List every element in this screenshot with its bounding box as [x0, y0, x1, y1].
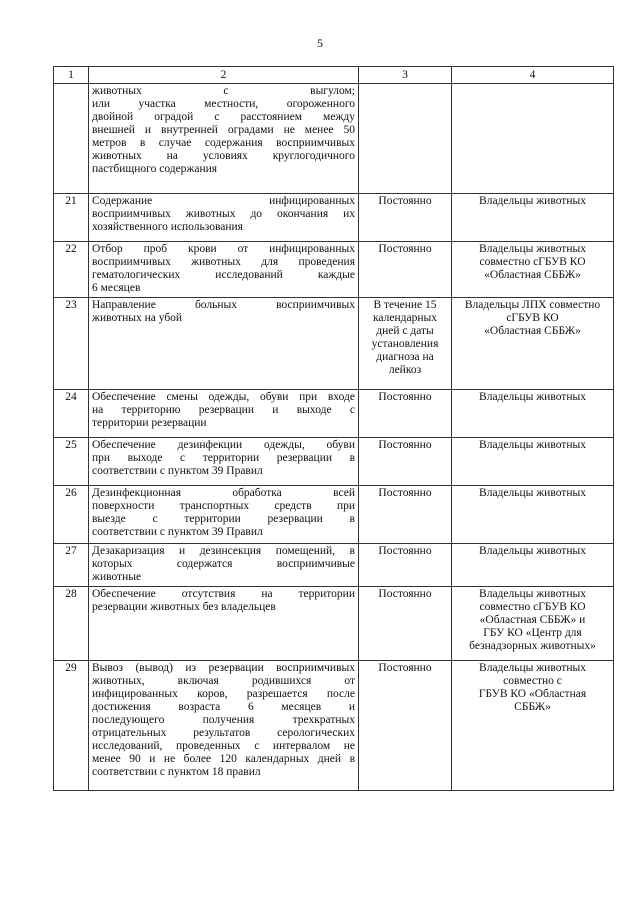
responsible-line: Владельцы животных [479, 195, 586, 207]
description-line: Дезакаризация и дезинсекция помещений, в [92, 545, 355, 557]
responsible-line: сГБУВ КО [506, 312, 559, 324]
description-line: Дезинфекционная обработка всей [92, 487, 355, 499]
table-row [54, 661, 614, 791]
description-line: гематологических исследований каждые [92, 269, 355, 281]
row-responsible [452, 390, 614, 438]
table-row [54, 194, 614, 242]
row-term [359, 194, 452, 242]
description-line: резервации животных без владельцев [92, 601, 276, 613]
row-number: 26 [54, 486, 89, 544]
description-line: соответствии с пунктом 18 правил [92, 766, 261, 778]
responsible-line: совместно сГБУВ КО [479, 256, 586, 268]
description-line: отрицательных результатов серологических [92, 727, 355, 739]
table-row [54, 544, 614, 587]
continued-row [54, 84, 614, 194]
term-line: диагноза на [376, 351, 434, 363]
row-term [359, 390, 452, 438]
description-line: которых содержатся восприимчивые [92, 558, 355, 570]
description-line: животных на убой [92, 312, 183, 324]
description-line: метров в случае содержания восприимчивых [92, 137, 355, 149]
row-responsible [452, 661, 614, 791]
header-col-3: 3 [359, 67, 452, 84]
page-number: 5 [317, 36, 323, 50]
description-line: исследований, проведенных с интервалом не [92, 740, 355, 752]
responsible-line: Владельцы животных [479, 439, 586, 451]
responsible-line: «Областная СББЖ» и [479, 614, 586, 626]
description-line: восприимчивых животных для проведения [92, 256, 355, 268]
description-line: поверхности транспортных средств при [92, 500, 355, 512]
row-responsible [452, 84, 614, 194]
description-line: животных с выгулом; [92, 85, 355, 97]
term-line: дней с даты [376, 325, 434, 337]
description-line: Отбор проб крови от инфицированных [92, 243, 355, 255]
row-term [359, 242, 452, 298]
table-row [54, 486, 614, 544]
table-row [54, 298, 614, 390]
header-col-2: 2 [89, 67, 359, 84]
responsible-line: Владельцы животных [479, 545, 586, 557]
row-description [89, 587, 359, 661]
row-term [359, 438, 452, 486]
responsible-line: «Областная СББЖ» [484, 269, 581, 281]
responsible-line: Владельцы животных [479, 662, 586, 674]
responsible-line: ГБУ КО «Центр для [483, 627, 582, 639]
header-col-1: 1 [54, 67, 89, 84]
description-line: животных на условиях круглогодичного [92, 150, 355, 162]
responsible-line: ГБУВ КО «Областная [478, 688, 587, 700]
description-line: двойной оградой с расстоянием между [92, 111, 355, 123]
responsible-line: «Областная СББЖ» [484, 325, 581, 337]
row-number: 22 [54, 242, 89, 298]
row-description [89, 194, 359, 242]
term-line: Постоянно [378, 195, 432, 207]
responsible-line: Владельцы животных [479, 588, 586, 600]
row-responsible [452, 298, 614, 390]
row-number [54, 84, 89, 194]
description-line: на территорию резервации и выходе с [92, 404, 355, 416]
row-responsible [452, 486, 614, 544]
description-line: последующего получения трехкратных [92, 714, 355, 726]
row-number: 28 [54, 587, 89, 661]
responsible-line: Владельцы животных [479, 487, 586, 499]
description-line: 6 месяцев [92, 282, 141, 294]
term-line: Постоянно [378, 487, 432, 499]
term-line: лейкоз [388, 364, 422, 376]
table-row [54, 438, 614, 486]
row-term [359, 544, 452, 587]
term-line: Постоянно [378, 243, 432, 255]
description-line: при выходе с территории резервации в [92, 452, 355, 464]
row-number: 27 [54, 544, 89, 587]
table-row [54, 390, 614, 438]
header-row [54, 67, 614, 84]
description-line: Обеспечение дезинфекции одежды, обуви [92, 439, 355, 451]
row-description [89, 242, 359, 298]
responsible-line: совместно с [503, 675, 562, 687]
row-term [359, 298, 452, 390]
row-description [89, 438, 359, 486]
row-description [89, 390, 359, 438]
responsible-line: СББЖ» [514, 701, 551, 713]
description-line: Обеспечение отсутствия на территории [92, 588, 355, 600]
description-line: инфицированных коров, разрешается после [92, 688, 355, 700]
responsible-line: Владельцы животных [479, 243, 586, 255]
term-line: Постоянно [378, 439, 432, 451]
description-line: или участка местности, огороженного [92, 98, 355, 110]
term-line: В течение 15 [373, 299, 437, 311]
row-responsible [452, 544, 614, 587]
row-term [359, 486, 452, 544]
responsible-line: безнадзорных животных» [469, 640, 596, 652]
row-number: 24 [54, 390, 89, 438]
responsible-line: Владельцы ЛПХ совместно [464, 299, 601, 311]
row-description [89, 544, 359, 587]
row-description [89, 84, 359, 194]
term-line: установления [371, 338, 439, 350]
description-line: менее 90 и не более 120 календарных дней в [92, 753, 355, 765]
description-line: животные [92, 571, 142, 583]
description-line: выезде с территории резервации в [92, 513, 355, 525]
description-line: достижения возраста 6 месяцев и [92, 701, 355, 713]
row-term [359, 84, 452, 194]
row-responsible [452, 242, 614, 298]
description-line: Направление больных восприимчивых [92, 299, 355, 311]
description-line: внешней и внутренней оградами не менее 50 [92, 124, 355, 136]
term-line: Постоянно [378, 662, 432, 674]
row-responsible [452, 438, 614, 486]
row-description [89, 661, 359, 791]
row-term [359, 661, 452, 791]
table-row [54, 242, 614, 298]
description-line: Содержание инфицированных [92, 195, 355, 207]
term-line: календарных [373, 312, 437, 324]
description-line: территории резервации [92, 417, 207, 429]
term-line: Постоянно [378, 545, 432, 557]
description-line: хозяйственного использования [92, 221, 243, 233]
term-line: Постоянно [378, 588, 432, 600]
measures-table [53, 66, 614, 791]
description-line: пастбищного содержания [92, 163, 218, 175]
responsible-line: Владельцы животных [479, 391, 586, 403]
row-responsible [452, 587, 614, 661]
term-line: Постоянно [378, 391, 432, 403]
description-line: животных, включая родившихся от [92, 675, 355, 687]
description-line: соответствии с пунктом 39 Правил [92, 526, 263, 538]
row-responsible [452, 194, 614, 242]
table-row [54, 587, 614, 661]
responsible-line: совместно сГБУВ КО [479, 601, 586, 613]
row-number: 23 [54, 298, 89, 390]
row-number: 29 [54, 661, 89, 791]
row-number: 25 [54, 438, 89, 486]
description-line: Вывоз (вывод) из резервации восприимчивых [92, 662, 355, 674]
row-description [89, 298, 359, 390]
row-description [89, 486, 359, 544]
description-line: восприимчивых животных до окончания их [92, 208, 355, 220]
row-term [359, 587, 452, 661]
row-number: 21 [54, 194, 89, 242]
description-line: соответствии с пунктом 39 Правил [92, 465, 263, 477]
description-line: Обеспечение смены одежды, обуви при входе [92, 391, 355, 403]
header-col-4: 4 [452, 67, 614, 84]
